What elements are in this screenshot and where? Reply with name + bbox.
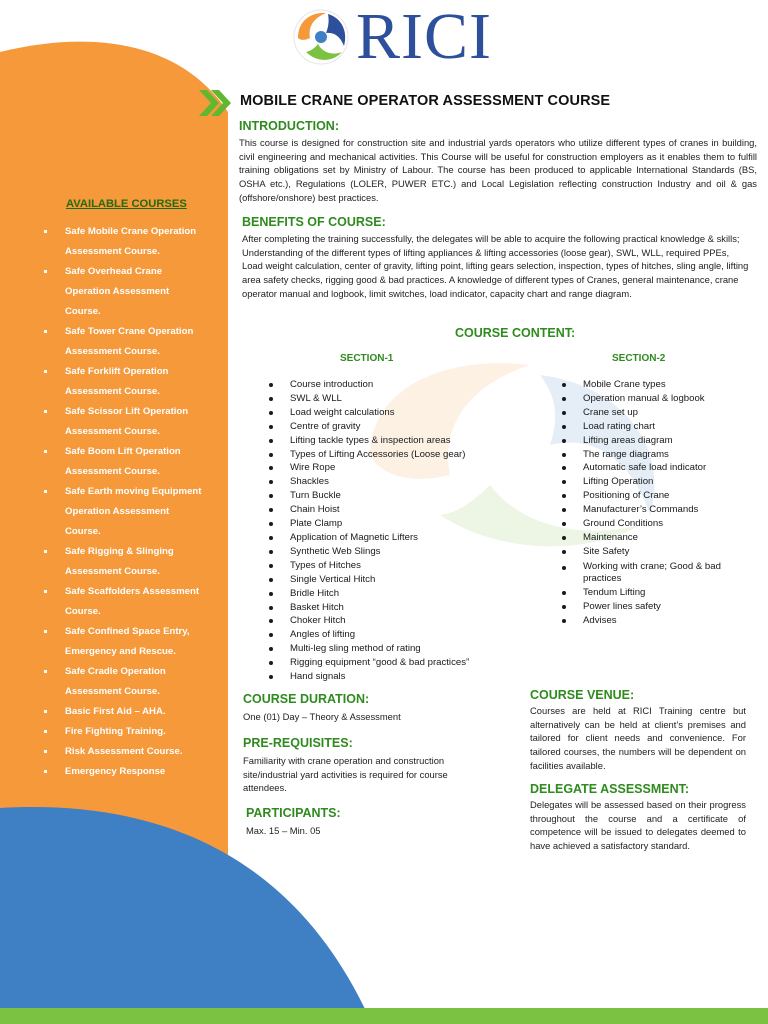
list-item bbox=[265, 573, 515, 587]
course-item[interactable] bbox=[40, 722, 220, 742]
list-item bbox=[265, 614, 515, 628]
course-item[interactable] bbox=[40, 762, 220, 782]
list-item bbox=[265, 531, 515, 545]
list-item bbox=[558, 489, 748, 503]
course-list bbox=[40, 222, 220, 782]
bullet-dot-icon bbox=[269, 606, 273, 610]
list-item-label: Operation manual & logbook bbox=[583, 392, 705, 404]
bullet-square-icon bbox=[44, 730, 47, 733]
bullet-square-icon bbox=[44, 370, 47, 373]
list-item-label: Turn Buckle bbox=[290, 490, 341, 502]
venue-section bbox=[530, 688, 746, 773]
list-item bbox=[558, 448, 748, 462]
section-1-title: SECTION-1 bbox=[340, 353, 394, 364]
bullet-square-icon bbox=[44, 450, 47, 453]
bullet-dot-icon bbox=[269, 550, 273, 554]
list-item bbox=[265, 559, 515, 573]
bullet-dot-icon bbox=[562, 466, 566, 470]
bullet-square-icon bbox=[44, 630, 47, 633]
course-item[interactable] bbox=[40, 662, 220, 702]
course-item-label: Risk Assessment Course. bbox=[65, 746, 183, 757]
course-item-label: Assessment Course. bbox=[65, 566, 160, 577]
list-item-label: Hand signals bbox=[290, 671, 346, 683]
course-item[interactable] bbox=[40, 482, 220, 542]
bullet-dot-icon bbox=[269, 466, 273, 470]
course-item-label: Assessment Course. bbox=[65, 466, 160, 477]
list-item-label: Crane set up bbox=[583, 406, 638, 418]
bullet-square-icon bbox=[44, 770, 47, 773]
page-title: MOBILE CRANE OPERATOR ASSESSMENT COURSE bbox=[240, 93, 611, 109]
course-item-label: Operation Assessment bbox=[65, 286, 170, 297]
course-item-label: Emergency and Rescue. bbox=[65, 646, 176, 657]
list-item bbox=[265, 670, 515, 684]
bullet-dot-icon bbox=[562, 566, 566, 570]
list-item bbox=[558, 475, 748, 489]
bullet-dot-icon bbox=[562, 508, 566, 512]
course-item-label: Assessment Course. bbox=[65, 426, 160, 437]
duration-text: One (01) Day – Theory & Assessment bbox=[243, 711, 401, 722]
bullet-dot-icon bbox=[269, 397, 273, 401]
bullet-dot-icon bbox=[269, 453, 273, 457]
course-item[interactable] bbox=[40, 582, 220, 622]
list-item-label: Rigging equipment “good & bad practices” bbox=[290, 657, 470, 669]
bullet-dot-icon bbox=[562, 383, 566, 387]
bullet-dot-icon bbox=[562, 453, 566, 457]
bullet-dot-icon bbox=[269, 633, 273, 637]
list-item bbox=[265, 406, 515, 420]
list-item bbox=[558, 503, 748, 517]
bullet-dot-icon bbox=[269, 647, 273, 651]
duration-section bbox=[243, 692, 513, 724]
list-item bbox=[558, 586, 748, 600]
assessment-text: Delegates will be assessed based on their progress throughout the course and a certificate of competence will be issued to delegates deemed to have achieved a satisfactory standard. bbox=[530, 799, 746, 852]
introduction-heading: INTRODUCTION: bbox=[239, 119, 339, 133]
participants-section bbox=[246, 806, 506, 838]
list-item-label: Mobile Crane types bbox=[583, 379, 666, 390]
duration-heading: COURSE DURATION: bbox=[243, 692, 370, 706]
bullet-dot-icon bbox=[269, 592, 273, 596]
course-item[interactable] bbox=[40, 402, 220, 442]
list-item bbox=[265, 448, 515, 462]
list-item-label: Chain Hoist bbox=[290, 504, 340, 516]
list-item-label: Working with crane; Good & bad bbox=[583, 560, 721, 572]
list-item-label: Advises bbox=[583, 614, 617, 626]
footer-green-strip bbox=[0, 1008, 768, 1024]
course-item-label: Safe Scaffolders Assessment bbox=[65, 586, 200, 597]
course-item-label: Course. bbox=[65, 526, 101, 537]
bullet-dot-icon bbox=[269, 522, 273, 526]
introduction-text: This course is designed for construction site and industrial yards operators who utilize different types of cranes in building, civil engineering and mechanical activities. This Course will be useful for construction employers as it enables them to fulfill training obligations set by Ministry of Labour. The course has been produced to applicable International Standards (BS, OSHA etc.), Regulations (LOLER, PUWER ETC.) and Local Legislation reflecting construction Industry and oil & gas (offshore/onshore) best practices. bbox=[239, 137, 757, 203]
list-item bbox=[265, 420, 515, 434]
bullet-dot-icon bbox=[269, 411, 273, 415]
list-item-label: Application of Magnetic Lifters bbox=[290, 531, 418, 543]
prerequisites-text bbox=[243, 754, 513, 795]
prerequisites-line: site/industrial yard activities is required for course bbox=[243, 768, 448, 780]
participants-heading: PARTICIPANTS: bbox=[246, 806, 341, 820]
bullet-dot-icon bbox=[562, 591, 566, 595]
list-item-label: Types of Hitches bbox=[290, 559, 361, 571]
course-item-label: Fire Fighting Training. bbox=[65, 726, 166, 737]
list-item bbox=[265, 489, 515, 503]
list-item-label: practices bbox=[583, 572, 622, 584]
list-item-label: Types of Lifting Accessories (Loose gear) bbox=[290, 448, 466, 460]
rici-logo bbox=[292, 0, 492, 73]
course-item[interactable] bbox=[40, 222, 220, 262]
list-item bbox=[558, 406, 748, 420]
bullet-dot-icon bbox=[562, 425, 566, 429]
list-item-label: Angles of lifting bbox=[290, 629, 356, 641]
section-2-title: SECTION-2 bbox=[612, 353, 666, 364]
list-item bbox=[265, 378, 515, 392]
list-item-label: Centre of gravity bbox=[290, 420, 361, 432]
bullet-dot-icon bbox=[562, 397, 566, 401]
list-item-label: Choker Hitch bbox=[290, 615, 346, 627]
bullet-dot-icon bbox=[562, 619, 566, 623]
list-item bbox=[265, 628, 515, 642]
bullet-dot-icon bbox=[562, 480, 566, 484]
course-item-label: Course. bbox=[65, 606, 101, 617]
bullet-square-icon bbox=[44, 270, 47, 273]
bullet-dot-icon bbox=[562, 439, 566, 443]
list-item-label: Basket Hitch bbox=[290, 601, 344, 613]
course-item-label: Assessment Course. bbox=[65, 346, 160, 357]
bullet-square-icon bbox=[44, 670, 47, 673]
list-item bbox=[558, 561, 748, 585]
list-item bbox=[558, 392, 748, 406]
course-item-label: Basic First Aid – AHA. bbox=[65, 706, 166, 717]
prerequisites-line: attendees. bbox=[243, 782, 287, 794]
bullet-square-icon bbox=[44, 750, 47, 753]
list-item-label: Lifting areas diagram bbox=[583, 434, 673, 446]
list-item-label: Ground Conditions bbox=[583, 518, 663, 530]
bullet-square-icon bbox=[44, 550, 47, 553]
course-item[interactable] bbox=[40, 702, 220, 722]
course-item-label: Safe Confined Space Entry, bbox=[65, 626, 190, 637]
list-item bbox=[265, 461, 515, 475]
list-item-label: Plate Clamp bbox=[290, 518, 343, 530]
course-item[interactable] bbox=[40, 362, 220, 402]
bullet-dot-icon bbox=[269, 508, 273, 512]
list-item bbox=[558, 517, 748, 531]
list-item bbox=[558, 420, 748, 434]
course-item-label: Safe Overhead Crane bbox=[65, 266, 163, 277]
list-item bbox=[558, 600, 748, 614]
course-item[interactable] bbox=[40, 322, 220, 362]
prerequisites-section bbox=[243, 736, 513, 795]
list-item-label: Power lines safety bbox=[583, 600, 661, 612]
course-item[interactable] bbox=[40, 742, 220, 762]
list-item bbox=[265, 656, 515, 670]
bullet-dot-icon bbox=[269, 439, 273, 443]
blue-panel bbox=[0, 807, 372, 1024]
course-item-label: Assessment Course. bbox=[65, 246, 160, 257]
course-item-label: Safe Mobile Crane Operation bbox=[65, 226, 197, 237]
bullet-square-icon bbox=[44, 330, 47, 333]
bullet-square-icon bbox=[44, 590, 47, 593]
bullet-dot-icon bbox=[562, 522, 566, 526]
list-item bbox=[265, 475, 515, 489]
list-item bbox=[558, 531, 748, 545]
list-item bbox=[265, 517, 515, 531]
bullet-square-icon bbox=[44, 710, 47, 713]
participants-text: Max. 15 – Min. 05 bbox=[246, 825, 321, 836]
list-item-label: Lifting tackle types & inspection areas bbox=[290, 434, 451, 446]
list-item-label: Course introduction bbox=[290, 379, 374, 390]
list-item bbox=[558, 378, 748, 392]
chevron-right-icon bbox=[197, 88, 233, 118]
course-item-label: Course. bbox=[65, 306, 101, 317]
venue-text: Courses are held at RICI Training centre but alternatively can be held at client’s premises and tailored for client needs and convenience. For tailored courses, the numbers will be dependent on facilities available. bbox=[530, 705, 746, 771]
course-item[interactable] bbox=[40, 622, 220, 662]
rici-emblem-icon bbox=[292, 8, 350, 66]
introduction-section bbox=[239, 119, 757, 205]
list-item-label: Lifting Operation bbox=[583, 476, 654, 488]
bullet-dot-icon bbox=[269, 578, 273, 582]
logo-wordmark: RICI bbox=[356, 0, 492, 73]
bullet-square-icon bbox=[44, 410, 47, 413]
bullet-dot-icon bbox=[269, 425, 273, 429]
list-item bbox=[265, 601, 515, 615]
list-item bbox=[265, 392, 515, 406]
course-item-label: Safe Cradle Operation bbox=[65, 666, 166, 677]
prerequisites-line: Familiarity with crane operation and construction bbox=[243, 755, 445, 766]
list-item-label: Load rating chart bbox=[583, 420, 655, 432]
list-item-label: Single Vertical Hitch bbox=[290, 573, 376, 585]
bullet-dot-icon bbox=[562, 550, 566, 554]
list-item-label: Wire Rope bbox=[290, 462, 336, 474]
course-item-label: Assessment Course. bbox=[65, 386, 160, 397]
list-item bbox=[265, 587, 515, 601]
list-item bbox=[265, 434, 515, 448]
bullet-dot-icon bbox=[562, 536, 566, 540]
course-item[interactable] bbox=[40, 442, 220, 482]
list-item-label: Maintenance bbox=[583, 531, 638, 543]
course-item-label: Safe Tower Crane Operation bbox=[65, 326, 194, 337]
list-item-label: Shackles bbox=[290, 476, 329, 488]
sidebar-title: AVAILABLE COURSES bbox=[66, 198, 187, 210]
course-item-label: Safe Scissor Lift Operation bbox=[65, 406, 189, 417]
section-1-list bbox=[265, 378, 515, 684]
list-item-label: SWL & WLL bbox=[290, 392, 342, 404]
available-courses-sidebar bbox=[40, 198, 220, 782]
list-item bbox=[558, 614, 748, 628]
course-item[interactable] bbox=[40, 542, 220, 582]
bullet-dot-icon bbox=[269, 619, 273, 623]
prerequisites-heading: PRE-REQUISITES: bbox=[243, 736, 353, 750]
course-item-label: Safe Forklift Operation bbox=[65, 366, 169, 377]
list-item-label: Positioning of Crane bbox=[583, 490, 670, 502]
course-item[interactable] bbox=[40, 262, 220, 322]
bullet-square-icon bbox=[44, 490, 47, 493]
benefits-section bbox=[242, 215, 750, 301]
course-item-label: Assessment Course. bbox=[65, 686, 160, 697]
benefits-text: After completing the training successfully, the delegates will be able to acquire the following practical knowledge & skills; Understanding of the different types of lifting appliances & lifting accessories (loose gear), SWL, WLL, required PPEs, Load weight calculation, center of gravity, lifting point, lifting gears selection, inspection, types of hitches, sling angle, lifting area safety checks, rigging good & bad practices. A knowledge of different types of Cranes, general maintenance, crane operator manual and logbook, limit switches, load indicator, capacity chart and range diagram. bbox=[242, 233, 749, 299]
assessment-section bbox=[530, 782, 746, 853]
course-content-heading: COURSE CONTENT: bbox=[455, 326, 576, 340]
bullet-dot-icon bbox=[269, 536, 273, 540]
list-item-label: Load weight calculations bbox=[290, 406, 395, 418]
bullet-square-icon bbox=[44, 230, 47, 233]
list-item bbox=[558, 461, 748, 475]
list-item bbox=[558, 434, 748, 448]
course-item-label: Safe Boom Lift Operation bbox=[65, 446, 181, 457]
course-item-label: Operation Assessment bbox=[65, 506, 170, 517]
benefits-heading: BENEFITS OF COURSE: bbox=[242, 215, 386, 229]
course-item-label: Safe Rigging & Slinging bbox=[65, 546, 174, 557]
list-item bbox=[265, 545, 515, 559]
bullet-dot-icon bbox=[269, 675, 273, 679]
list-item-label: Tendum Lifting bbox=[583, 586, 646, 598]
list-item bbox=[265, 503, 515, 517]
list-item-label: The range diagrams bbox=[583, 448, 669, 460]
bullet-dot-icon bbox=[269, 564, 273, 568]
course-item-label: Safe Earth moving Equipment bbox=[65, 486, 202, 497]
list-item-label: Site Safety bbox=[583, 545, 630, 557]
list-item bbox=[265, 642, 515, 656]
section-2-list bbox=[558, 378, 748, 628]
list-item-label: Automatic safe load indicator bbox=[583, 462, 707, 474]
list-item-label: Multi-leg sling method of rating bbox=[290, 643, 421, 655]
assessment-heading: DELEGATE ASSESSMENT: bbox=[530, 782, 690, 796]
bullet-dot-icon bbox=[562, 605, 566, 609]
venue-heading: COURSE VENUE: bbox=[530, 688, 635, 702]
list-item-label: Manufacturer’s Commands bbox=[583, 504, 699, 516]
list-item bbox=[558, 545, 748, 559]
bullet-dot-icon bbox=[269, 494, 273, 498]
list-item-label: Synthetic Web Slings bbox=[290, 545, 381, 557]
bullet-dot-icon bbox=[269, 661, 273, 665]
bullet-dot-icon bbox=[269, 383, 273, 387]
bullet-dot-icon bbox=[562, 494, 566, 498]
course-item-label: Emergency Response bbox=[65, 766, 166, 777]
bullet-dot-icon bbox=[562, 411, 566, 415]
bullet-dot-icon bbox=[269, 480, 273, 484]
list-item-label: Bridle Hitch bbox=[290, 587, 340, 599]
